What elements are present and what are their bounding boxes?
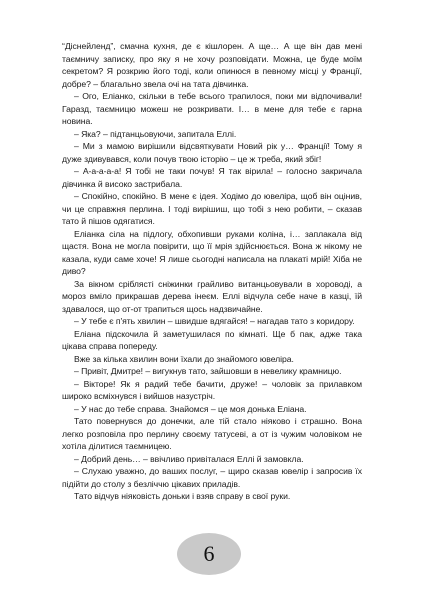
paragraph: – Вікторе! Як я радий тебе бачити, друже! – чоловік за прилавком широко всміхнувся і вийшов назустріч. bbox=[62, 378, 362, 401]
paragraph: – Яка? – підтанцьовуючи, запитала Еллі. bbox=[74, 128, 237, 139]
page-text bbox=[62, 40, 362, 503]
paragraph: – Спокійно, спокійно. В мене є ідея. Ходімо до ювеліра, щоб він оцінив, чи це справжня перлина. І тоді вирішиш, що тобі з нею робити, – сказав тато й пішов одягатися. bbox=[62, 191, 362, 226]
paragraph: – У нас до тебе справа. Знайомся – це моя донька Еліана. bbox=[74, 403, 307, 414]
page-number: 6 bbox=[203, 541, 215, 566]
paragraph: Еліана підскочила й заметушилася по кімнаті. Ще б пак, адже така цікава справа попереду. bbox=[62, 328, 362, 351]
paragraph: – Слухаю уважно, до ваших послуг, – щиро сказав ювелір і запросив їх підійти до столу з безліччю цікавих приладів. bbox=[62, 466, 362, 489]
paragraph: – Ми з мамою вирішили відсвяткувати Новий рік у… Франції! Тому я дуже здивувався, коли почув твою історію – це ж треба, який збіг! bbox=[62, 141, 362, 164]
paragraph: – Ого, Еліанко, скільки в тебе всього трапилося, поки ми відпочивали! Гаразд, таємницю можеш не розкривати. І… в мене для тебе є гарна новина. bbox=[62, 91, 362, 126]
paragraph: Еліанка сіла на підлогу, обхопивши руками коліна, і… заплакала від щастя. Вона не могла повірити, що її мрія здійснюється. Вона ж нікому не казала, куди саме хоче! Я лише сьогодні написала на плакаті мрій! Хіба не диво? bbox=[62, 228, 362, 276]
paragraph: Тато відчув ніяковість доньки і взяв справу в свої руки. bbox=[74, 491, 291, 501]
paragraph: “Діснейленд”, смачна кухня, де є кішлорен. А ще… А ще він дав мені таємничу записку, про яку я не хочу розповідати. Можна, це буде моїм секретом? Я розкрию його тоді, коли опинюся в певному місці у Франції, добре? – благально звела очі на тата дівчинка. bbox=[62, 41, 362, 89]
page-number-badge bbox=[177, 533, 241, 575]
paragraph: – У тебе є п'ять хвилин – швидше вдягайся! – нагадав тато з коридору. bbox=[74, 316, 355, 326]
paragraph: За вікном сріблясті сніжинки грайливо витанцьовували в хороводі, а мороз вміло прикрашав дерева інеєм. Еллі відчула себе наче в казці, їй здавалося, що от-от трапиться щось надзвичайне. bbox=[62, 278, 362, 314]
paragraph: – Привіт, Дмитре! – вигукнув тато, зайшовши в невелику крамницю. bbox=[74, 366, 342, 376]
paragraph: Тато повернувся до донечки, але тій стало ніяково і страшно. Вона легко розповіла про перлину своєму татусеві, а от із чужим чоловіком не хотіла ділитися таємницею. bbox=[62, 416, 362, 451]
paragraph: – Добрий день… – ввічливо привіталася Еллі й замовкла. bbox=[74, 453, 304, 464]
paragraph: – А-а-а-а-а! Я тобі не таки почув! Я так вірила! – голосно закричала дівчинка й високо застрибала. bbox=[62, 166, 362, 189]
paragraph: Вже за кілька хвилин вони їхали до знайомого ювеліра. bbox=[74, 353, 294, 364]
